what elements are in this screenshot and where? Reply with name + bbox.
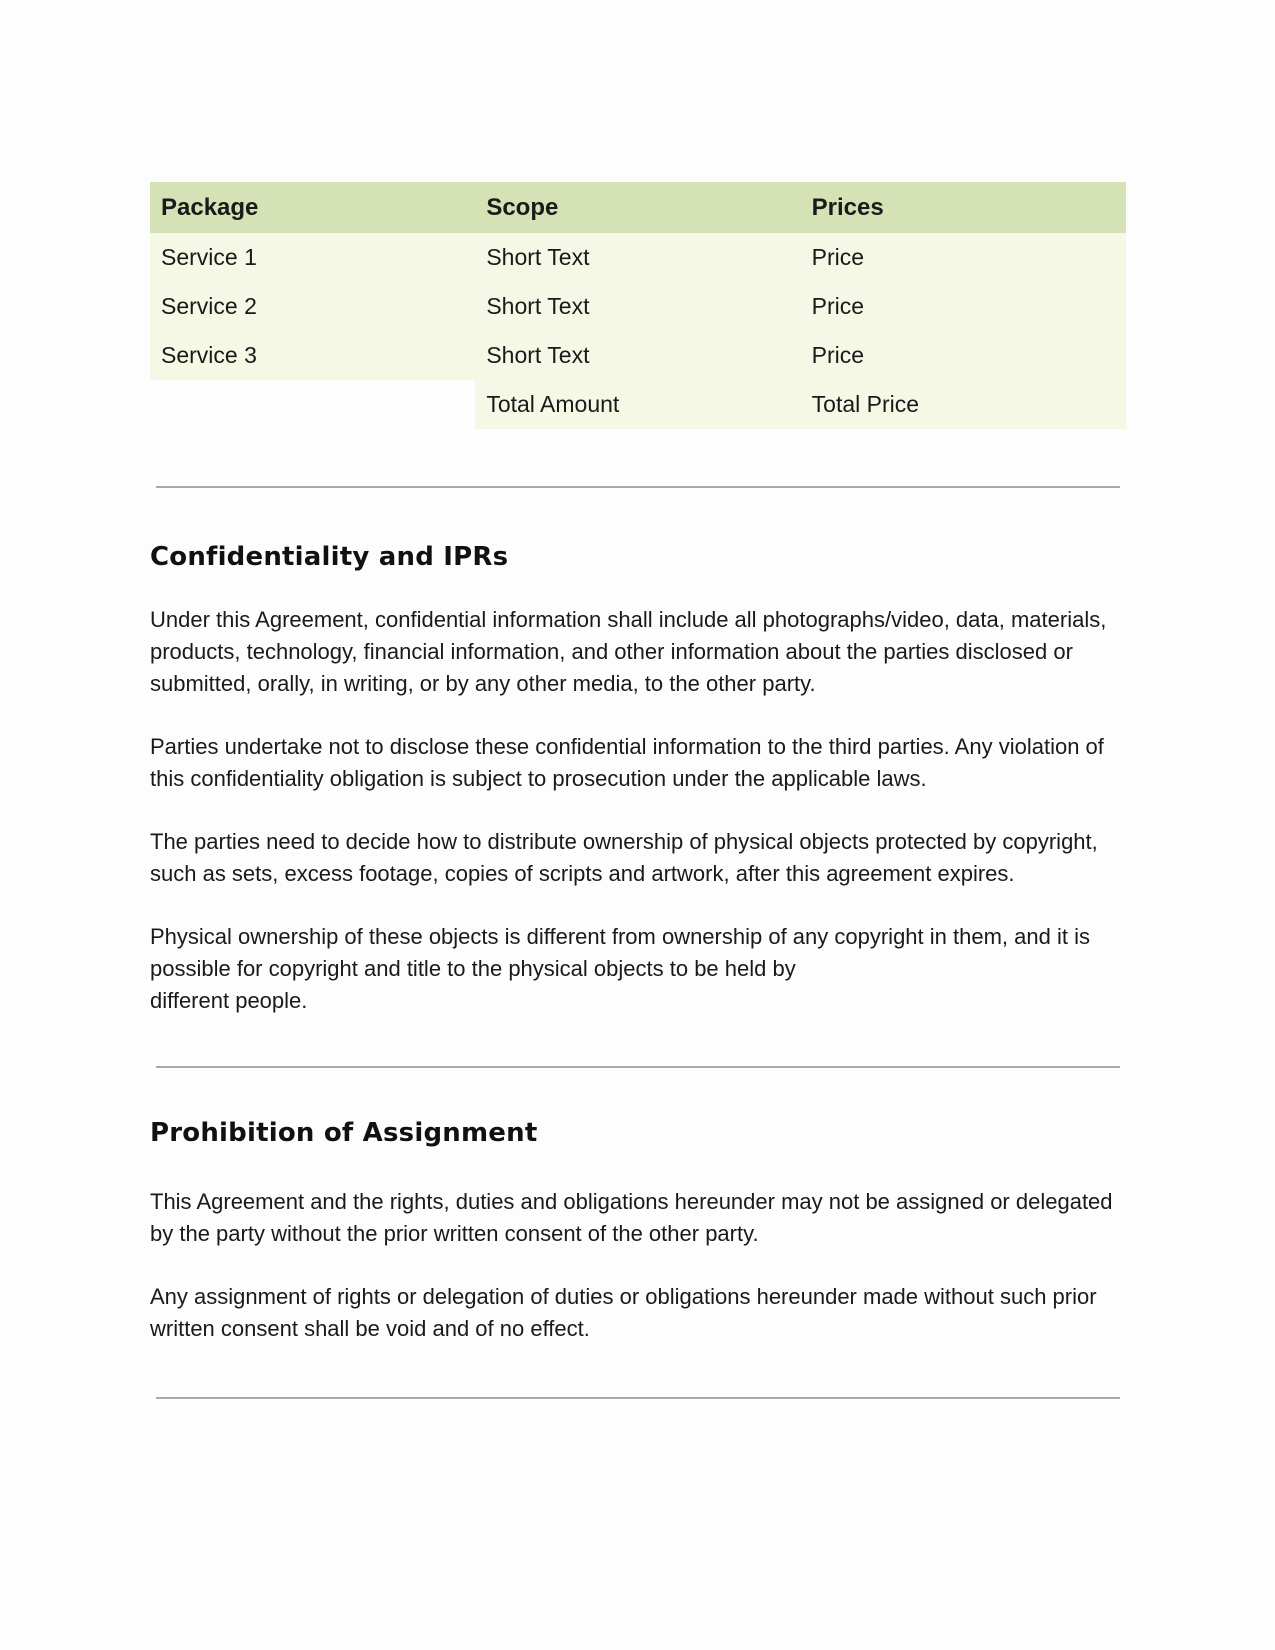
paragraph	[150, 921, 1126, 1017]
empty-cell	[150, 380, 475, 429]
paragraph: This Agreement and the rights, duties and obligations hereunder may not be assigned or delegated by the party without the prior written consent of the other party.	[150, 1189, 1113, 1246]
table-row	[150, 331, 1126, 380]
prohibition-of-assignment-section	[150, 1118, 1126, 1345]
scope-cell: Short Text	[475, 233, 800, 282]
column-header-scope: Scope	[475, 182, 800, 233]
paragraph: Any assignment of rights or delegation of duties or obligations hereunder made without such prior written consent shall be void and of no effect.	[150, 1284, 1097, 1341]
table-row	[150, 282, 1126, 331]
scope-cell: Short Text	[475, 282, 800, 331]
section-heading: Confidentiality and IPRs	[150, 542, 509, 572]
price-cell: Price	[801, 282, 1126, 331]
package-cell: Service 1	[150, 233, 475, 282]
horizontal-divider	[156, 1066, 1120, 1068]
table-row	[150, 233, 1126, 282]
confidentiality-section	[150, 542, 1126, 1017]
column-header-package: Package	[150, 182, 475, 233]
paragraph: Parties undertake not to disclose these confidential information to the third parties. Any violation of this confidentiality obligation is subject to prosecution under the applicable laws.	[150, 734, 1104, 791]
section-heading: Prohibition of Assignment	[150, 1118, 538, 1148]
column-header-prices: Prices	[801, 182, 1126, 233]
package-cell: Service 3	[150, 331, 475, 380]
paragraph-text: Physical ownership of these objects is different from ownership of any copyright in them, and it is possible for copyright and title to the physical objects to be held by	[150, 924, 1090, 981]
pricing-table	[150, 182, 1126, 429]
paragraph-text-continued: different people.	[150, 988, 308, 1013]
total-label-cell: Total Amount	[475, 380, 800, 429]
scope-cell: Short Text	[475, 331, 800, 380]
paragraph: The parties need to decide how to distribute ownership of physical objects protected by copyright, such as sets, excess footage, copies of scripts and artwork, after this agreement expires.	[150, 829, 1098, 886]
total-value-cell: Total Price	[801, 380, 1126, 429]
price-cell: Price	[801, 233, 1126, 282]
paragraph: Under this Agreement, confidential information shall include all photographs/video, data, materials, products, technology, financial information, and other information about the parties disclosed or submitted, orally, in writing, or by any other media, to the other party.	[150, 607, 1107, 696]
horizontal-divider	[156, 486, 1120, 488]
package-cell: Service 2	[150, 282, 475, 331]
table-header-row	[150, 182, 1126, 233]
price-cell: Price	[801, 331, 1126, 380]
table-total-row	[150, 380, 1126, 429]
horizontal-divider	[156, 1397, 1120, 1399]
document-page	[150, 182, 1126, 1399]
